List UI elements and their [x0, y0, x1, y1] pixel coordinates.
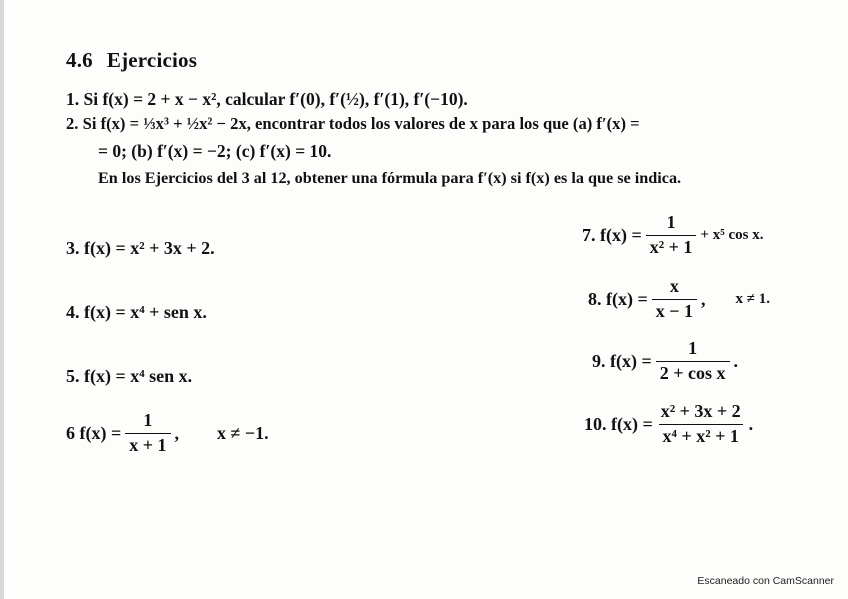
problem-2-line-2: = 0; (b) f′(x) = −2; (c) f′(x) = 10.	[98, 141, 332, 161]
exercise-7-fraction	[646, 213, 697, 258]
exercise-6-label: 6 f(x) =	[66, 422, 122, 443]
exercise-9	[592, 339, 738, 384]
exercise-3: 3. f(x) = x² + 3x + 2.	[66, 238, 215, 258]
exercise-10	[584, 402, 753, 447]
problem-2-line-1: 2. Si f(x) = ⅓x³ + ½x² − 2x, encontrar todos los valores de x para los que (a) f′(x) =	[66, 114, 640, 133]
exercise-10-denominator: x⁴ + x² + 1	[659, 424, 743, 447]
exercise-9-fraction	[656, 339, 730, 384]
exercise-6-denominator: x + 1	[125, 433, 170, 456]
exercise-7-numerator: 1	[666, 212, 676, 232]
scan-edge	[0, 0, 4, 599]
section-heading	[66, 48, 197, 73]
exercise-10-label: 10. f(x) =	[584, 413, 653, 434]
exercise-6-condition: x ≠ −1.	[217, 422, 269, 443]
exercise-8-comma: ,	[701, 288, 706, 309]
section-title: Ejercicios	[106, 48, 198, 72]
exercise-8-numerator: x	[669, 276, 679, 296]
exercise-6-numerator: 1	[143, 410, 153, 430]
exercise-9-period: .	[733, 350, 739, 371]
exercise-7-tail: + x⁵ cos x.	[700, 226, 764, 243]
exercise-6-comma: ,	[174, 422, 180, 443]
exercise-9-numerator: 1	[688, 338, 698, 358]
camscanner-watermark: Escaneado con CamScanner	[697, 575, 834, 587]
exercise-10-numerator: x² + 3x + 2	[660, 401, 741, 421]
exercise-10-fraction	[657, 402, 745, 447]
exercise-9-label: 9. f(x) =	[592, 350, 652, 371]
exercise-8-denominator: x − 1	[652, 299, 697, 322]
exercise-8-fraction	[652, 277, 697, 322]
exercise-8	[588, 277, 770, 322]
instructions-paragraph: En los Ejercicios del 3 al 12, obtener una fórmula para f′(x) si f(x) es la que se indica.	[98, 169, 682, 187]
exercise-7-denominator: x² + 1	[646, 235, 697, 258]
exercise-8-label: 8. f(x) =	[588, 288, 648, 309]
exercise-7-label: 7. f(x) =	[582, 224, 642, 245]
exercise-6	[66, 411, 269, 456]
exercise-4: 4. f(x) = x⁴ + sen x.	[66, 302, 207, 322]
problem-1: 1. Si f(x) = 2 + x − x², calcular f′(0), f′(½), f′(1), f′(−10).	[66, 89, 468, 109]
exercise-5: 5. f(x) = x⁴ sen x.	[66, 366, 193, 386]
exercise-7	[582, 213, 763, 258]
exercise-6-fraction	[125, 411, 170, 456]
section-number: 4.6	[66, 48, 93, 72]
exercise-9-denominator: 2 + cos x	[656, 361, 730, 384]
exercise-8-condition: x ≠ 1.	[735, 290, 770, 307]
exercise-10-period: .	[748, 413, 754, 434]
